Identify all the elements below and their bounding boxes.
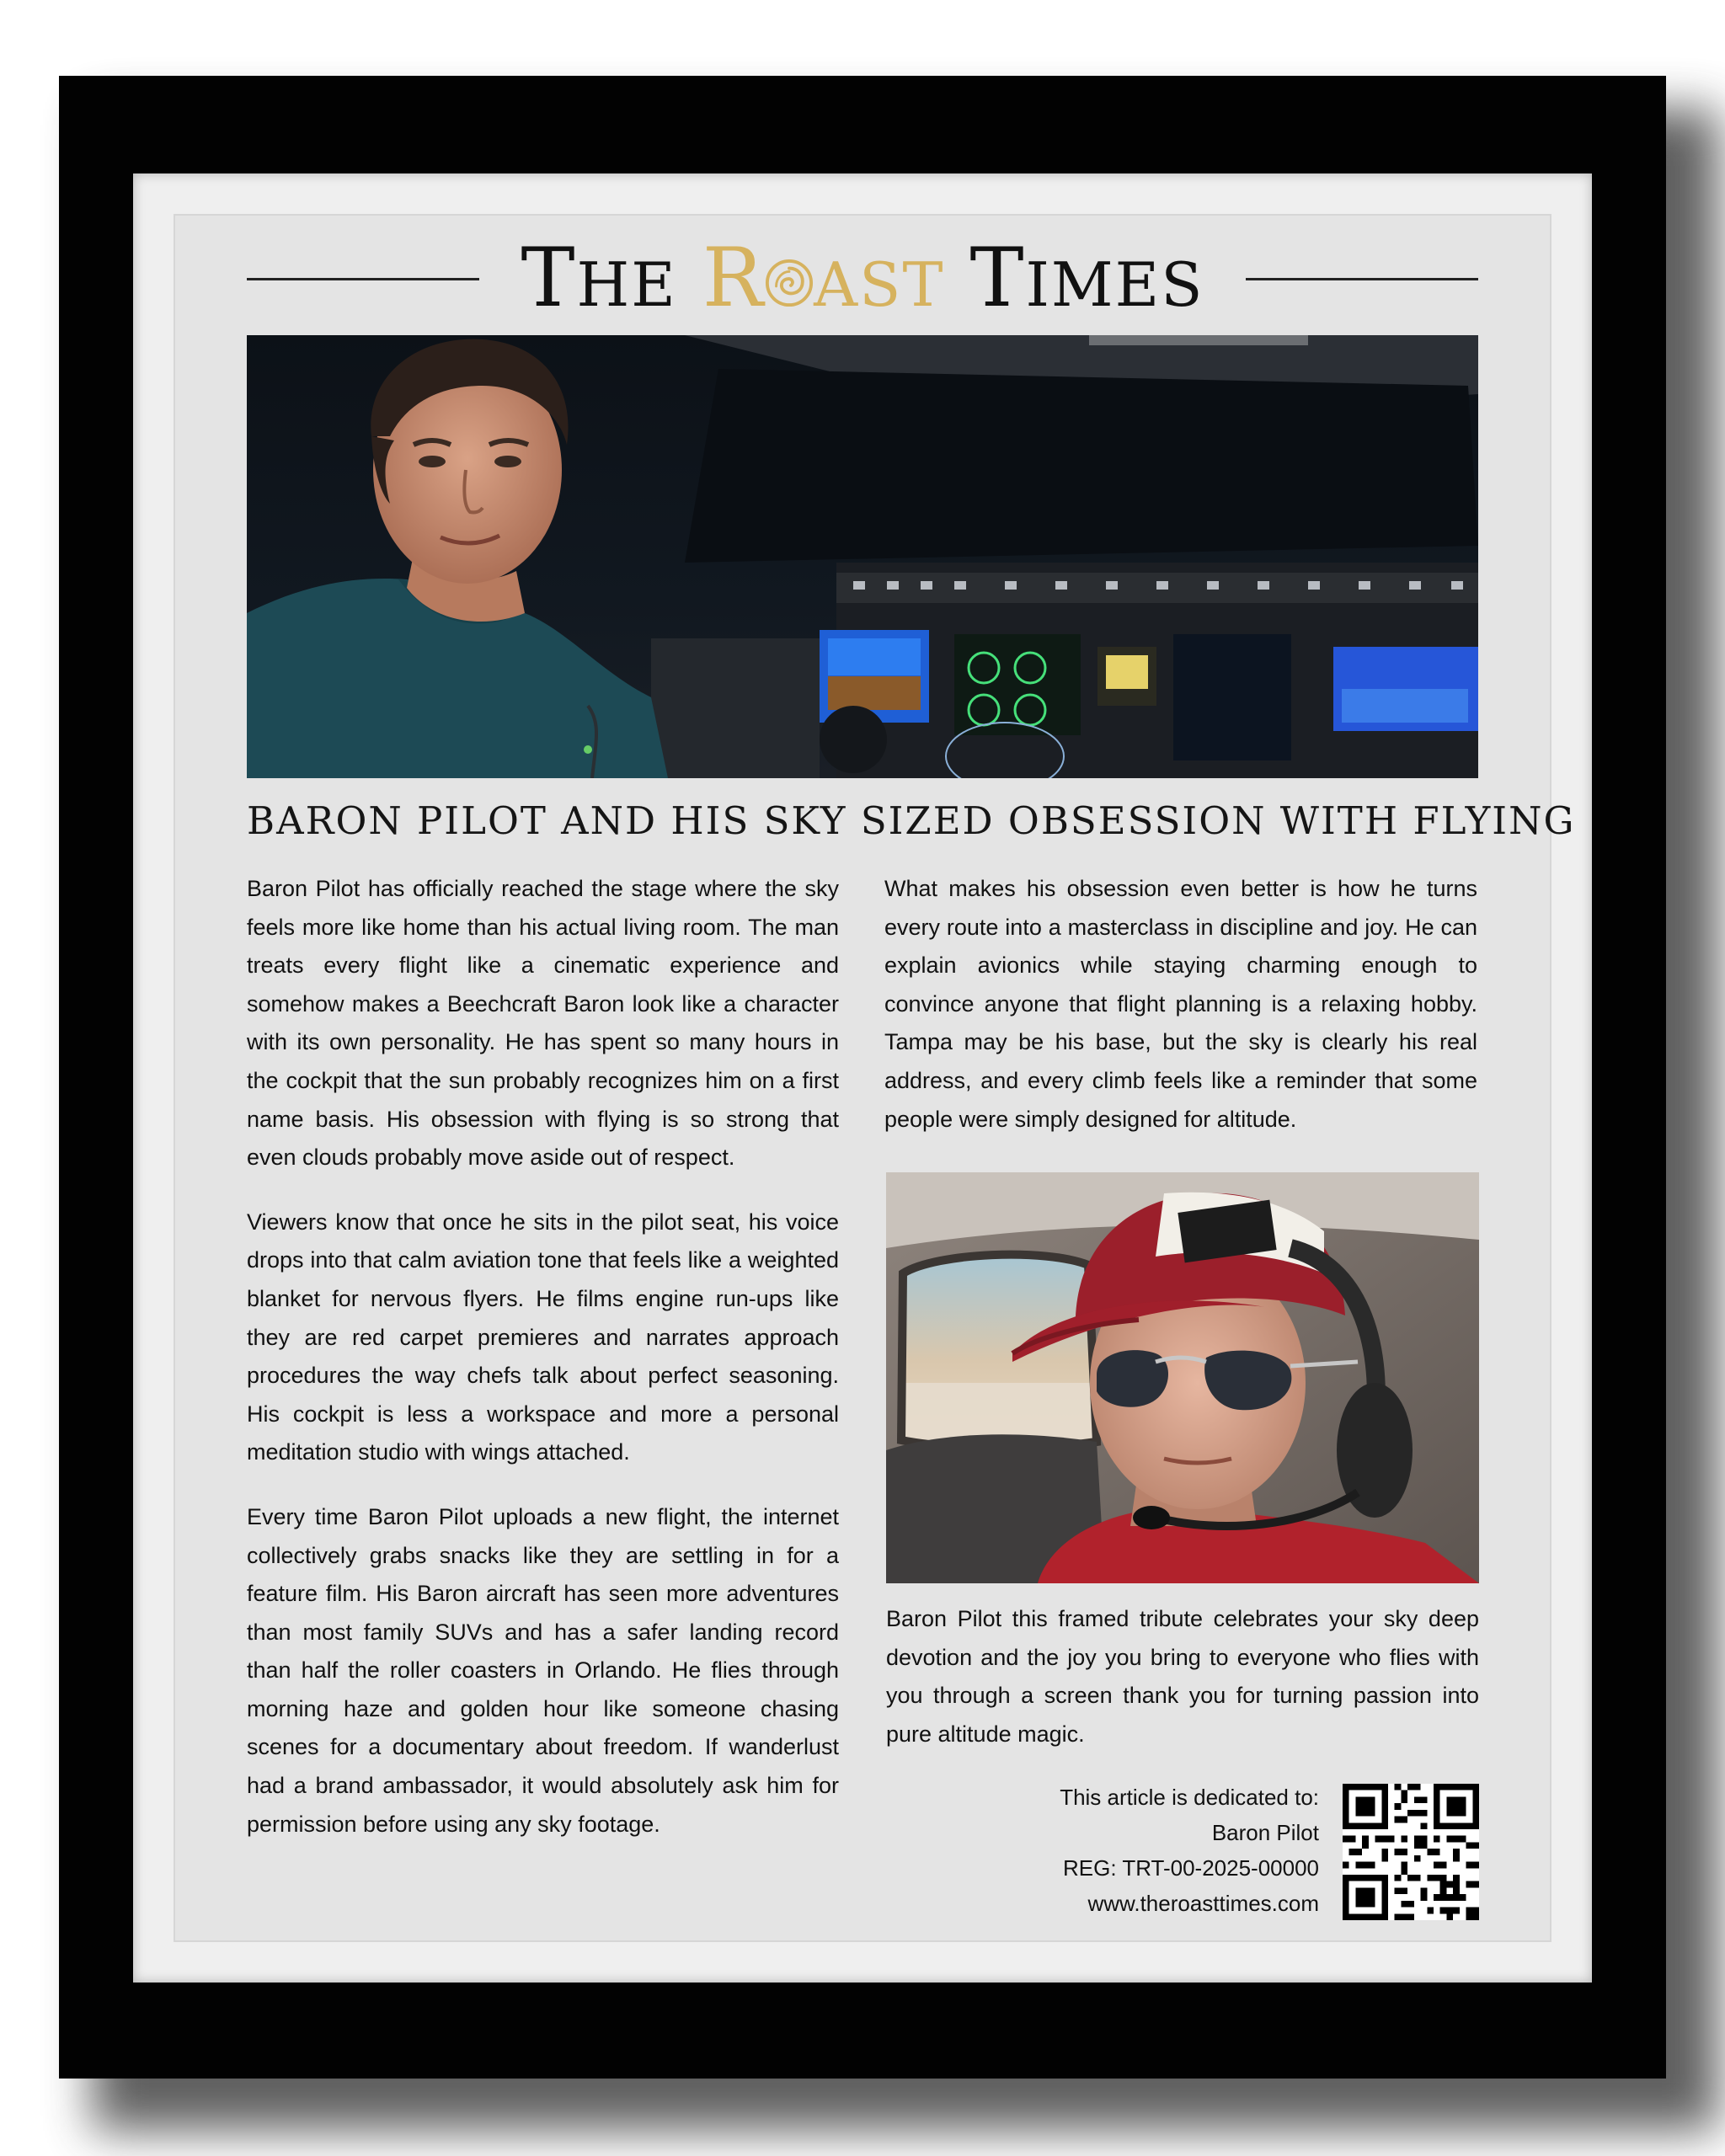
paragraph-2: Viewers know that once he sits in the pilot seat, his voice drops into that calm aviation tone that feels like a weighted blanket for nervous flyers. He films engine run-ups like they are red carpet premieres and narrates approach procedures the way chefs talk about perfect seasoning. His cockpit is less a workspace and more a personal meditation studio with wings attached. <box>247 1209 839 1465</box>
registration-number: REG: TRT-00-2025-00000 <box>1063 1855 1319 1881</box>
masthead <box>247 231 1478 325</box>
title-times-rest: IMES <box>1025 249 1204 320</box>
pilot-headset-photo <box>886 1172 1479 1583</box>
paragraph-1: Baron Pilot has officially reached the stage where the sky feels more like home than his actual living room. The man treats every flight like a cinematic experience and somehow makes a Beechcraft Baron look like a character with its own personality. He has spent so many hours in the cockpit that the sun probably recognizes him on a first name basis. His obsession with flying is so strong that even clouds probably move aside out of respect. <box>247 876 839 1171</box>
photo-caption: Baron Pilot this framed tribute celebrates your sky deep devotion and the joy you bring to everyone who flies with you through a screen thank you for turning passion into pure altitude magic. <box>886 1606 1479 1747</box>
title-roast-initial: R <box>702 231 766 325</box>
paragraph-4: What makes his obsession even better is how he turns every route into a masterclass in discipline and joy. He can explain avionics while staying charming enough to convince anyone that flight planning is a relaxing hobby. Tampa may be his base, but the sky is clearly his real address, and every climb feels like a reminder that some people were simply designed for altitude. <box>884 876 1477 1132</box>
dedication-block <box>969 1780 1319 1921</box>
qr-code-icon[interactable] <box>1343 1784 1479 1920</box>
swirl-logo-icon <box>765 259 814 307</box>
title-roast <box>702 231 945 325</box>
title-roast-rest: AST <box>814 249 945 320</box>
paragraph-3: Every time Baron Pilot uploads a new flight, the internet collectively grabs snacks like they are settling in for a feature film. His Baron aircraft has seen more adventures than most family SUVs and has a safer landing record than half the roller coasters in Orlando. He flies through morning haze and golden hour like someone chasing scenes for a documentary about freedom. If wanderlust had a brand ambassador, it would absolutely ask him for permission before using any sky footage. <box>247 1503 839 1837</box>
article-left-column <box>247 870 839 1870</box>
dedication-label: This article is dedicated to: <box>1060 1785 1319 1810</box>
title-the-initial: T <box>521 231 577 325</box>
cockpit-selfie-photo <box>247 335 1478 778</box>
title-the-rest: HE <box>576 249 677 320</box>
article-headline: BARON PILOT AND HIS SKY SIZED OBSESSION WITH FLYING <box>247 798 1576 843</box>
masthead-title <box>247 231 1478 327</box>
dedication-name: Baron Pilot <box>1211 1820 1319 1845</box>
title-times-initial: T <box>969 231 1026 325</box>
website-link[interactable]: www.theroasttimes.com <box>1087 1891 1319 1916</box>
article-right-column <box>884 870 1477 1165</box>
